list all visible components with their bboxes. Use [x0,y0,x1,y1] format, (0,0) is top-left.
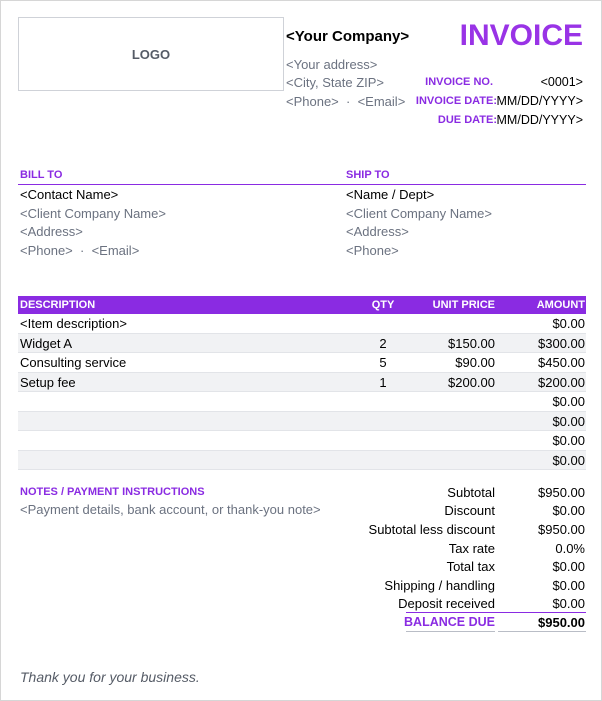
ship-to-label: SHIP TO [346,169,390,181]
company-email: <Email> [357,94,406,109]
row-unit-price: $90.00 [455,355,495,370]
bill-to-contact: <Contact Name> [20,187,119,202]
table-row [18,412,586,432]
logo-text: LOGO [131,46,171,62]
bill-to-company: <Client Company Name> [20,206,166,221]
bill-to-phone: <Phone> [20,243,73,258]
row-qty: 1 [379,374,387,390]
totals-value: $0.00 [552,559,585,574]
row-qty: 2 [379,335,387,351]
totals-label: Shipping / handling [384,578,495,593]
totals-value: 0.0% [555,541,585,556]
totals-label: Total tax [446,559,495,574]
row-amount: $0.00 [552,316,585,331]
invoice-no-value: <0001> [540,75,583,89]
row-unit-price: $150.00 [448,335,495,351]
ship-to-company: <Client Company Name> [346,206,492,221]
row-amount: $0.00 [552,413,585,429]
table-row [18,373,586,393]
table-header [18,296,586,314]
totals-row-subtotal-less-discount [341,522,586,540]
bill-to-contact-line [20,243,139,258]
totals-row-subtotal [341,485,586,503]
totals-label: Tax rate [448,541,495,556]
totals-value: $950.00 [538,522,585,537]
totals-row-discount [341,503,586,521]
balance-due-value: $950.00 [538,615,585,630]
totals-row-shipping [341,578,586,596]
table-row [18,431,586,451]
totals-value: $0.00 [552,596,585,611]
row-amount: $200.00 [538,374,585,390]
totals-value: $0.00 [552,578,585,593]
notes-label: NOTES / PAYMENT INSTRUCTIONS [20,486,205,498]
address-divider [18,184,586,185]
header-amount: AMOUNT [536,299,585,311]
row-unit-price: $200.00 [448,374,495,390]
row-amount: $450.00 [538,355,585,370]
bill-to-email: <Email> [91,243,140,258]
company-contact [286,94,405,109]
ship-to-phone: <Phone> [346,243,399,258]
totals-value: $950.00 [538,485,585,500]
company-phone: <Phone> [286,94,339,109]
invoice-date-label: INVOICE DATE: [415,95,497,107]
table-row [18,334,586,354]
thank-you-note: Thank you for your business. [20,669,200,685]
ship-to-address: <Address> [346,224,409,239]
row-description: Setup fee [20,374,76,390]
header-qty: QTY [371,299,395,311]
table-row [18,392,586,412]
row-amount: $0.00 [552,394,585,409]
table-row [18,314,586,334]
company-address: <Your address> [286,57,378,72]
due-date-label: DUE DATE: [437,114,497,126]
row-amount: $300.00 [538,335,585,351]
row-amount: $0.00 [552,452,585,468]
company-name: <Your Company> [286,28,410,45]
totals-label: Deposit received [398,596,495,611]
logo-placeholder [18,17,284,91]
row-amount: $0.00 [552,433,585,448]
balance-due-label: BALANCE DUE [404,615,495,629]
totals-row-tax-rate [341,541,586,559]
line-items-table [18,296,586,470]
balance-value-underline [498,631,586,632]
due-date-value: MM/DD/YYYY> [496,113,583,127]
totals-value: $0.00 [552,503,585,518]
totals-row-total-tax [341,559,586,577]
header-description: DESCRIPTION [20,299,96,311]
row-description: Widget A [20,335,73,351]
row-description: Consulting service [20,355,127,370]
balance-top-rule [406,612,586,613]
ship-to-name: <Name / Dept> [346,187,435,202]
bill-to-label: BILL TO [20,169,63,181]
bill-to-address: <Address> [20,224,83,239]
row-qty: 5 [379,355,387,370]
row-description: <Item description> [20,316,127,331]
totals-label: Subtotal less discount [368,522,495,537]
notes-text: <Payment details, bank account, or thank-you note> [20,502,321,517]
table-row [18,451,586,471]
header-unit-price: UNIT PRICE [432,299,495,311]
separator-dot: · [346,94,351,109]
invoice-no-label: INVOICE NO. [425,76,493,88]
totals-label: Subtotal [447,485,495,500]
company-city: <City, State ZIP> [286,75,385,90]
balance-label-underline [406,631,495,632]
separator-dot: · [80,243,85,258]
invoice-title: INVOICE [459,19,583,52]
invoice-date-value: MM/DD/YYYY> [496,94,583,108]
table-row [18,353,586,373]
totals-label: Discount [444,503,495,518]
